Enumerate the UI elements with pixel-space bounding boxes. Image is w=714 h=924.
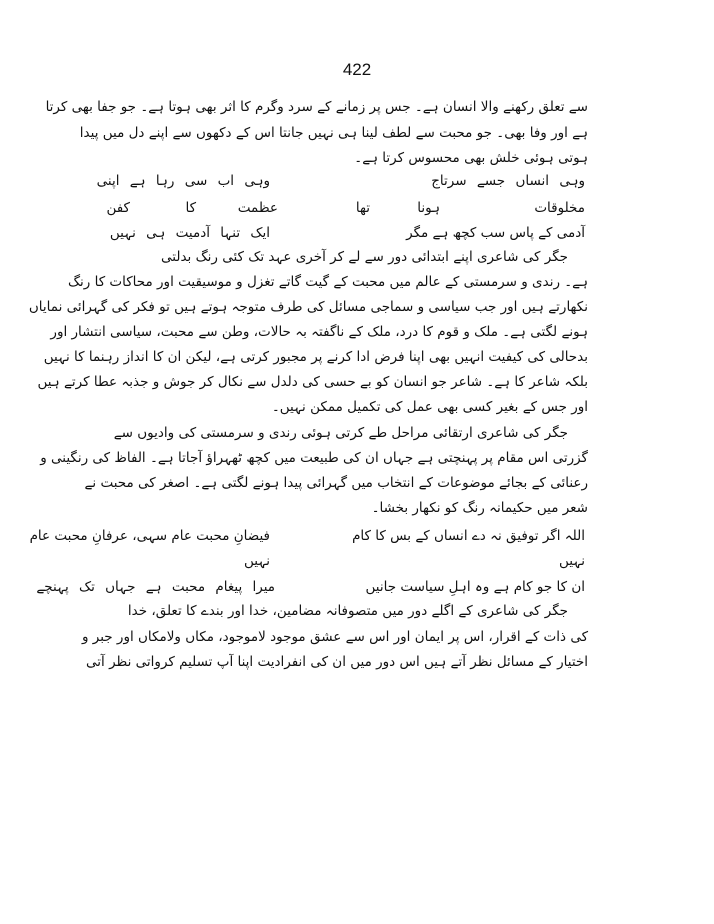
intro-line: سے تعلق رکھنے والا انسان ہے۔ جس پر زمانے کے سرد وگرم کا اثر بھی ہوتا ہے۔ جو جفا بھی کرتا — [45, 99, 588, 115]
paragraph-line: جگر کی شاعری اپنے ابتدائی دور سے لے کر آخری عہد تک کئی رنگ بدلتی — [161, 249, 568, 265]
verse-text: مخلوقات — [534, 200, 585, 216]
verse-text: نہیں — [243, 553, 270, 569]
verse-text: ایک تنہا آدمیت ہی نہیں — [109, 225, 270, 241]
verse-text: وہی انساں جسے سرتاج — [431, 173, 585, 189]
paragraph-line: جگر کی شاعری کے اگلے دور میں متصوفانہ مضامین، خدا اور بندے کا تعلق، خدا — [127, 603, 568, 619]
verse-text: آدمی کے پاس سب کچھ ہے مگر — [406, 225, 585, 241]
verse-text: فیضانِ محبت عام سہی، عرفانِ محبت عام — [29, 528, 270, 544]
paragraph-line: رعنائی کے بجائے موضوعات کے انتخاب میں گہرائی پیدا ہونے لگتی ہے۔ اصغر کی محبت نے — [84, 475, 588, 491]
paragraph-line: بلکہ شاعر کا ہے۔ شاعر جو انسان کو بے حسی کی دلدل سے نکال کر جوش و جذبہ عطا کرتے ہیں — [37, 374, 588, 390]
paragraph-line: ہے۔ رندی و سرمستی کے عالم میں محبت کے گیت گاتے تغزل و موسیقیت اور محاکات کا رنگ — [67, 274, 588, 290]
paragraph-line: بدحالی کی کیفیت انہیں بھی اپنا فرض ادا کرنے پر مجبور کرتی ہے، لیکن ان کا انداز رہنما کا نہیں — [43, 349, 588, 365]
paragraph-line: اور جس کے بغیر کسی بھی عمل کی تکمیل ممکن نہیں۔ — [271, 399, 588, 415]
verse-text: اللہ اگر توفیق نہ دے انساں کے بس کا کام — [352, 528, 585, 544]
paragraph-line: اختیار کے مسائل نظر آتے ہیں اس دور میں ان کی انفرادیت اپنا آپ تسلیم کرواتی نظر آتی — [86, 654, 588, 670]
verse-text: نہیں — [558, 553, 585, 569]
verse-text: ہونا — [417, 200, 440, 216]
verse-text: تھا — [355, 200, 370, 216]
verse-text: عظمت — [237, 200, 278, 216]
verse-text: وہی اب سی رہا ہے اپنی — [96, 173, 270, 189]
paragraph-line: نکھارتے ہیں اور جب سیاسی و سماجی مسائل کی طرف متوجہ ہوتے ہیں تو فکر کی گہرائی نمایاں — [28, 299, 588, 315]
intro-line: ہوتی ہوئی خلش بھی محسوس کرتا ہے۔ — [354, 150, 588, 166]
paragraph-line: ہونے لگتی ہے۔ ملک و قوم کا درد، ملک کے ناگفتہ بہ حالات، وطن سے محبت، سیاسی انتشار اور — [50, 324, 588, 340]
page-number: 422 — [342, 60, 372, 79]
verse-text: کفن — [106, 200, 130, 216]
verse-text: کا — [185, 200, 196, 216]
paragraph-line: کی ذات کے اقرار، اس پر ایمان اور اس سے عشق موجود لاموجود، مکاں ولامکاں اور جبر و — [81, 629, 588, 645]
paragraph-line: گزرتی اس مقام پر پہنچتی ہے جہاں ان کی طبیعت میں کچھ ٹھہراؤ آجاتا ہے۔ الفاظ کی رنگینی و — [40, 450, 588, 466]
paragraph-line: جگر کی شاعری ارتقائی مراحل طے کرتی ہوئی رندی و سرمستی کی وادیوں سے — [113, 425, 568, 441]
paragraph-line: شعر میں حکیمانہ رنگ کو نکھار بخشا۔ — [371, 500, 588, 516]
intro-line: ہے اور وفا بھی۔ جو محبت سے لطف لینا ہی نہیں جانتا اس کے دکھوں سے اپنے دل میں پیدا — [79, 125, 588, 141]
verse-text: ان کا جو کام ہے وہ اہلِ سیاست جانیں — [365, 579, 585, 595]
verse-text: میرا پیغام محبت ہے جہاں تک پہنچے — [36, 579, 275, 595]
